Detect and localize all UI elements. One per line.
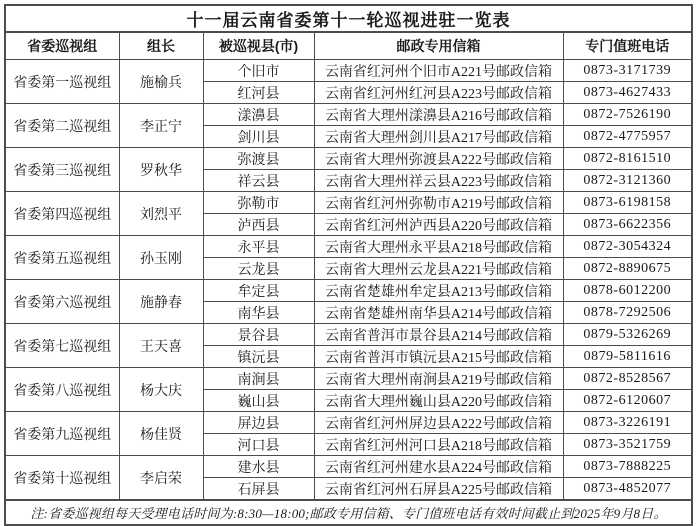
group-cell: 省委第四巡视组 <box>5 192 119 236</box>
mailbox-cell: 云南省楚雄州牟定县A213号邮政信箱 <box>314 280 563 302</box>
table-row <box>5 280 692 302</box>
mailbox-cell: 云南省大理州巍山县A220号邮政信箱 <box>314 390 563 412</box>
page-title: 十一届云南省委第十一轮巡视进驻一览表 <box>5 5 692 32</box>
leader-cell: 罗秋华 <box>119 148 203 192</box>
mailbox-cell: 云南省红河州河口县A218号邮政信箱 <box>314 434 563 456</box>
leader-cell: 李启荣 <box>119 456 203 501</box>
group-cell: 省委第七巡视组 <box>5 324 119 368</box>
phone-cell: 0873-3226191 <box>563 412 692 434</box>
county-cell: 南华县 <box>203 302 314 324</box>
phone-cell: 0879-5811616 <box>563 346 692 368</box>
county-cell: 景谷县 <box>203 324 314 346</box>
mailbox-cell: 云南省红河州石屏县A225号邮政信箱 <box>314 478 563 501</box>
phone-cell: 0872-8528567 <box>563 368 692 390</box>
table-row <box>5 192 692 214</box>
leader-cell: 王天喜 <box>119 324 203 368</box>
table-row <box>5 236 692 258</box>
table-row <box>5 324 692 346</box>
mailbox-cell: 云南省红河州建水县A224号邮政信箱 <box>314 456 563 478</box>
county-cell: 泸西县 <box>203 214 314 236</box>
phone-cell: 0872-7526190 <box>563 104 692 126</box>
county-cell: 弥渡县 <box>203 148 314 170</box>
county-cell: 镇沅县 <box>203 346 314 368</box>
leader-cell: 杨佳贤 <box>119 412 203 456</box>
phone-cell: 0872-3054324 <box>563 236 692 258</box>
group-cell: 省委第一巡视组 <box>5 60 119 104</box>
phone-cell: 0873-7888225 <box>563 456 692 478</box>
phone-cell: 0872-6120607 <box>563 390 692 412</box>
mailbox-cell: 云南省红河州泸西县A220号邮政信箱 <box>314 214 563 236</box>
county-cell: 剑川县 <box>203 126 314 148</box>
phone-cell: 0878-6012200 <box>563 280 692 302</box>
group-cell: 省委第三巡视组 <box>5 148 119 192</box>
table-row <box>5 412 692 434</box>
group-cell: 省委第六巡视组 <box>5 280 119 324</box>
county-cell: 河口县 <box>203 434 314 456</box>
mailbox-cell: 云南省大理州祥云县A223号邮政信箱 <box>314 170 563 192</box>
county-cell: 弥勒市 <box>203 192 314 214</box>
leader-cell: 孙玉刚 <box>119 236 203 280</box>
mailbox-cell: 云南省楚雄州南华县A214号邮政信箱 <box>314 302 563 324</box>
column-header-leader: 组长 <box>119 32 203 60</box>
mailbox-cell: 云南省红河州弥勒市A219号邮政信箱 <box>314 192 563 214</box>
phone-cell: 0872-8890675 <box>563 258 692 280</box>
inspection-table <box>4 4 693 526</box>
mailbox-cell: 云南省大理州漾濞县A216号邮政信箱 <box>314 104 563 126</box>
group-cell: 省委第二巡视组 <box>5 104 119 148</box>
phone-cell: 0873-4627433 <box>563 82 692 104</box>
mailbox-cell: 云南省普洱市镇沅县A215号邮政信箱 <box>314 346 563 368</box>
header-row <box>5 32 692 60</box>
footnote: 注:省委巡视组每天受理电话时间为:8:30—18:00;邮政专用信箱、专门值班电话有效时间截止到2025年9月8日。 <box>5 500 692 525</box>
column-header-phone: 专门值班电话 <box>563 32 692 60</box>
group-cell: 省委第五巡视组 <box>5 236 119 280</box>
phone-cell: 0879-5326269 <box>563 324 692 346</box>
mailbox-cell: 云南省大理州剑川县A217号邮政信箱 <box>314 126 563 148</box>
mailbox-cell: 云南省大理州弥渡县A222号邮政信箱 <box>314 148 563 170</box>
county-cell: 屏边县 <box>203 412 314 434</box>
leader-cell: 施静春 <box>119 280 203 324</box>
phone-cell: 0873-4852077 <box>563 478 692 501</box>
leader-cell: 刘烈平 <box>119 192 203 236</box>
note-row <box>5 500 692 525</box>
leader-cell: 施榆兵 <box>119 60 203 104</box>
county-cell: 永平县 <box>203 236 314 258</box>
mailbox-cell: 云南省红河州屏边县A222号邮政信箱 <box>314 412 563 434</box>
county-cell: 巍山县 <box>203 390 314 412</box>
table-row <box>5 60 692 82</box>
county-cell: 南涧县 <box>203 368 314 390</box>
leader-cell: 李正宁 <box>119 104 203 148</box>
county-cell: 建水县 <box>203 456 314 478</box>
mailbox-cell: 云南省大理州南涧县A219号邮政信箱 <box>314 368 563 390</box>
phone-cell: 0872-3121360 <box>563 170 692 192</box>
county-cell: 漾濞县 <box>203 104 314 126</box>
county-cell: 红河县 <box>203 82 314 104</box>
phone-cell: 0873-6622356 <box>563 214 692 236</box>
table-row <box>5 148 692 170</box>
county-cell: 石屏县 <box>203 478 314 501</box>
group-cell: 省委第九巡视组 <box>5 412 119 456</box>
mailbox-cell: 云南省红河州个旧市A221号邮政信箱 <box>314 60 563 82</box>
phone-cell: 0878-7292506 <box>563 302 692 324</box>
table-row <box>5 456 692 478</box>
county-cell: 云龙县 <box>203 258 314 280</box>
phone-cell: 0872-8161510 <box>563 148 692 170</box>
column-header-mailbox: 邮政专用信箱 <box>314 32 563 60</box>
leader-cell: 杨大庆 <box>119 368 203 412</box>
column-header-group: 省委巡视组 <box>5 32 119 60</box>
county-cell: 祥云县 <box>203 170 314 192</box>
mailbox-cell: 云南省红河州红河县A223号邮政信箱 <box>314 82 563 104</box>
phone-cell: 0873-3521759 <box>563 434 692 456</box>
table-row <box>5 104 692 126</box>
phone-cell: 0873-6198158 <box>563 192 692 214</box>
group-cell: 省委第十巡视组 <box>5 456 119 501</box>
column-header-county: 被巡视县(市) <box>203 32 314 60</box>
table-row <box>5 368 692 390</box>
mailbox-cell: 云南省普洱市景谷县A214号邮政信箱 <box>314 324 563 346</box>
mailbox-cell: 云南省大理州永平县A218号邮政信箱 <box>314 236 563 258</box>
title-row <box>5 5 692 32</box>
phone-cell: 0872-4775957 <box>563 126 692 148</box>
county-cell: 牟定县 <box>203 280 314 302</box>
group-cell: 省委第八巡视组 <box>5 368 119 412</box>
mailbox-cell: 云南省大理州云龙县A221号邮政信箱 <box>314 258 563 280</box>
county-cell: 个旧市 <box>203 60 314 82</box>
phone-cell: 0873-3171739 <box>563 60 692 82</box>
